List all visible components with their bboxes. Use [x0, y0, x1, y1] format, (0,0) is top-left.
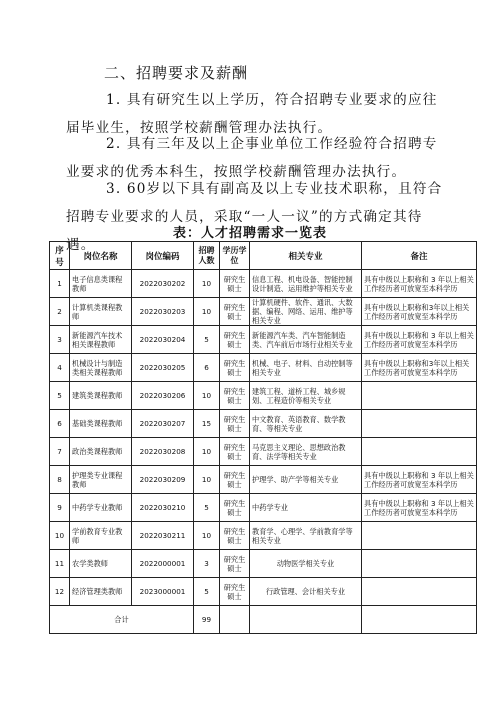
- cell-degree: 研究生硕士: [220, 410, 250, 438]
- cell-note: [362, 438, 477, 466]
- cell-name: 经济管理类教师: [70, 578, 132, 606]
- cell-code: 2023000001: [132, 578, 194, 606]
- cell-major: 计算机硬件、软件、通讯、大数据、编程、网络、运用、维护等相关专业: [250, 298, 362, 326]
- header-count: 招聘人数: [194, 242, 220, 270]
- cell-degree: 研究生硕士: [220, 382, 250, 410]
- cell-count: 6: [194, 354, 220, 382]
- cell-count: 5: [194, 494, 220, 522]
- cell-code: 2022030203: [132, 298, 194, 326]
- cell-note: [362, 550, 477, 578]
- cell-code: 2022030208: [132, 438, 194, 466]
- cell-degree: 研究生硕士: [220, 298, 250, 326]
- cell-degree: 研究生硕士: [220, 578, 250, 606]
- header-major: 相关专业: [250, 242, 362, 270]
- cell-major: 机械、电子、材料、自动控制等相关专业: [250, 354, 362, 382]
- cell-note: [362, 382, 477, 410]
- cell-count: 10: [194, 438, 220, 466]
- cell-name: 计算机类课程教师: [70, 298, 132, 326]
- total-label: 合计: [50, 606, 194, 634]
- table-row: [50, 354, 477, 382]
- cell-count: 10: [194, 270, 220, 298]
- cell-no: 8: [50, 466, 70, 494]
- cell-note: 具有中级以上职称和3年以上相关工作经历者可放宽至本科学历: [362, 354, 477, 382]
- table-row: [50, 438, 477, 466]
- table-row: [50, 522, 477, 550]
- total-empty-major: [250, 606, 362, 634]
- table-row: [50, 326, 477, 354]
- table-caption: 表：人才招聘需求一览表: [172, 226, 327, 241]
- cell-major: 建筑工程、道桥工程、城乡规划、工程造价等相关专业: [250, 382, 362, 410]
- header-no: 序号: [50, 242, 70, 270]
- cell-degree: 研究生硕士: [220, 354, 250, 382]
- cell-count: 15: [194, 410, 220, 438]
- cell-degree: 研究生硕士: [220, 326, 250, 354]
- cell-count: 5: [194, 326, 220, 354]
- table-row: [50, 466, 477, 494]
- cell-major: 教育学、心理学、学前教育学等相关专业: [250, 522, 362, 550]
- paragraph-1: 1. 具有研究生以上学历，符合招聘专业要求的应往届毕业生，按照学校薪酬管理办法执行。: [66, 92, 438, 136]
- cell-name: 电子信息类课程教师: [70, 270, 132, 298]
- table-row: [50, 298, 477, 326]
- cell-count: 10: [194, 466, 220, 494]
- table-row: [50, 270, 477, 298]
- cell-major: 信息工程、机电设备、智能控制设计制造、运用维护等相关专业: [250, 270, 362, 298]
- cell-major: 动物医学相关专业: [250, 550, 362, 578]
- paragraph-2: 2. 具有三年及以上企事业单位工作经验符合招聘专业要求的优秀本科生，按照学校薪酬管理办法执行。: [66, 136, 438, 180]
- cell-degree: 研究生硕士: [220, 494, 250, 522]
- header-name: 岗位名称: [70, 242, 132, 270]
- header-degree: 学历学位: [220, 242, 250, 270]
- cell-name: 政治类课程教师: [70, 438, 132, 466]
- cell-code: 2022030205: [132, 354, 194, 382]
- cell-major: 新能源汽车类、汽车智能制造类、汽车前后市场行业相关专业: [250, 326, 362, 354]
- cell-code: 2022030211: [132, 522, 194, 550]
- header-note: 备注: [362, 242, 477, 270]
- cell-note: 具有中级以上职称和 3 年以上相关工作经历者可放宽至本科学历: [362, 326, 477, 354]
- cell-name: 基础类课程教师: [70, 410, 132, 438]
- cell-major: 护理学、助产学等相关专业: [250, 466, 362, 494]
- cell-name: 农学类教师: [70, 550, 132, 578]
- table-row: [50, 578, 477, 606]
- cell-no: 1: [50, 270, 70, 298]
- cell-note: [362, 522, 477, 550]
- cell-note: 具有中级以上职称和 3 年以上相关工作经历者可放宽至本科学历: [362, 466, 477, 494]
- cell-no: 4: [50, 354, 70, 382]
- cell-code: 2022030202: [132, 270, 194, 298]
- cell-name: 中药学专业教师: [70, 494, 132, 522]
- cell-code: 2022000001: [132, 550, 194, 578]
- table-row: [50, 550, 477, 578]
- cell-no: 11: [50, 550, 70, 578]
- cell-note: [362, 578, 477, 606]
- cell-count: 5: [194, 578, 220, 606]
- cell-major: 中药学专业: [250, 494, 362, 522]
- cell-no: 9: [50, 494, 70, 522]
- cell-major: 中文教育、英语教育、数学教育、等相关专业: [250, 410, 362, 438]
- cell-no: 10: [50, 522, 70, 550]
- cell-no: 7: [50, 438, 70, 466]
- recruitment-table: [49, 241, 477, 634]
- section-heading: 二、招聘要求及薪酬: [104, 64, 249, 82]
- cell-count: 3: [194, 550, 220, 578]
- cell-name: 机械设计与制造类相关课程教师: [70, 354, 132, 382]
- table-row: [50, 410, 477, 438]
- cell-major: 马克思主义理论、思想政治教育、法学等相关专业: [250, 438, 362, 466]
- cell-note: 具有中级以上职称和 3 年以上相关工作经历者可放宽至本科学历: [362, 270, 477, 298]
- cell-count: 10: [194, 522, 220, 550]
- cell-code: 2022030204: [132, 326, 194, 354]
- cell-name: 建筑类课程教师: [70, 382, 132, 410]
- total-count: 99: [194, 606, 220, 634]
- total-empty-note: [362, 606, 477, 634]
- cell-note: 具有中级以上职称和3年以上相关工作经历者可放宽至本科学历: [362, 298, 477, 326]
- cell-note: 具有中级以上职称和 3 年以上相关工作经历者可放宽至本科学历: [362, 494, 477, 522]
- table-total-row: [50, 606, 477, 634]
- table-row: [50, 494, 477, 522]
- cell-code: 2022030207: [132, 410, 194, 438]
- cell-no: 3: [50, 326, 70, 354]
- cell-major: 行政管理、会计相关专业: [250, 578, 362, 606]
- cell-degree: 研究生硕士: [220, 522, 250, 550]
- cell-note: [362, 410, 477, 438]
- paragraph-3: 3. 60岁以下具有副高及以上专业技术职称，且符合招聘专业要求的人员，采取“一人一议”的方式确定其待遇。: [66, 181, 443, 253]
- cell-count: 10: [194, 298, 220, 326]
- cell-no: 5: [50, 382, 70, 410]
- header-code: 岗位编码: [132, 242, 194, 270]
- cell-name: 学前教育专业教师: [70, 522, 132, 550]
- table-row: [50, 382, 477, 410]
- cell-name: 新能源汽车技术相关课程教师: [70, 326, 132, 354]
- cell-count: 10: [194, 382, 220, 410]
- cell-code: 2022030209: [132, 466, 194, 494]
- cell-no: 12: [50, 578, 70, 606]
- cell-no: 2: [50, 298, 70, 326]
- cell-no: 6: [50, 410, 70, 438]
- cell-name: 护理类专业课程教师: [70, 466, 132, 494]
- cell-code: 2022030210: [132, 494, 194, 522]
- cell-degree: 研究生硕士: [220, 270, 250, 298]
- table-header-row: [50, 242, 477, 270]
- cell-code: 2022030206: [132, 382, 194, 410]
- cell-degree: 研究生硕士: [220, 550, 250, 578]
- total-empty-degree: [220, 606, 250, 634]
- cell-degree: 研究生硕士: [220, 438, 250, 466]
- cell-degree: 研究生硕士: [220, 466, 250, 494]
